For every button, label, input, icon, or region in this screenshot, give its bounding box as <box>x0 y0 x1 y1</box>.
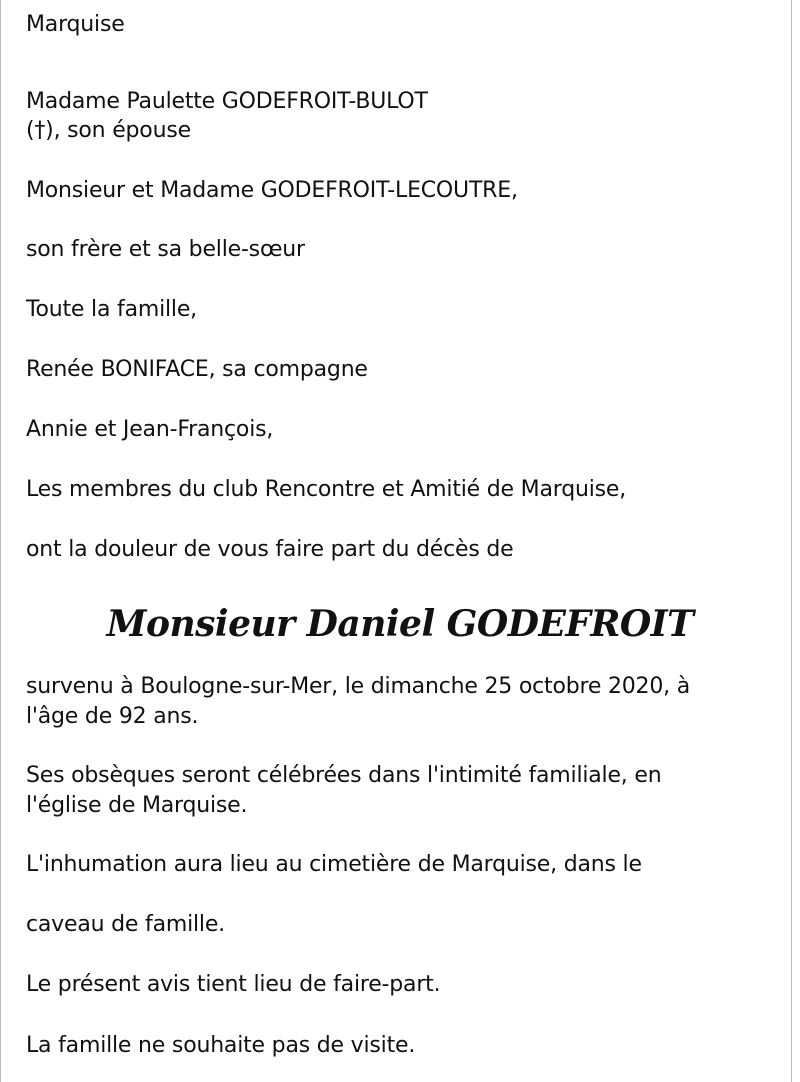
club-line: Les membres du club Rencontre et Amitié de Marquise, <box>26 477 627 502</box>
spouse-relation: (†), son épouse <box>26 118 191 143</box>
friends-line: Annie et Jean-François, <box>26 417 274 442</box>
no-visit-line: La famille ne souhaite pas de visite. <box>26 1033 416 1058</box>
brother-relation: son frère et sa belle-sœur <box>26 237 305 262</box>
funeral-line1: Ses obsèques seront célébrées dans l'intimité familiale, en <box>26 763 662 788</box>
burial-line1: L'inhumation aura lieu au cimetière de Marquise, dans le <box>26 852 642 877</box>
death-details-line2: l'âge de 92 ans. <box>26 704 199 729</box>
right-border <box>791 0 792 1082</box>
burial-line2: caveau de famille. <box>26 912 225 937</box>
funeral-line2: l'église de Marquise. <box>26 793 248 818</box>
town-name: Marquise <box>26 12 125 37</box>
brother-name: Monsieur et Madame GODEFROIT-LECOUTRE, <box>26 178 518 203</box>
deceased-name: Monsieur Daniel GODEFROIT <box>106 603 694 645</box>
companion-line: Renée BONIFACE, sa compagne <box>26 357 368 382</box>
spouse-name: Madame Paulette GODEFROIT-BULOT <box>26 89 428 114</box>
announcement-line: ont la douleur de vous faire part du décès de <box>26 537 514 562</box>
notice-statement: Le présent avis tient lieu de faire-part. <box>26 972 441 997</box>
left-border <box>0 0 1 1082</box>
family-line: Toute la famille, <box>26 297 197 322</box>
death-details-line1: survenu à Boulogne-sur-Mer, le dimanche 25 octobre 2020, à <box>26 674 691 699</box>
